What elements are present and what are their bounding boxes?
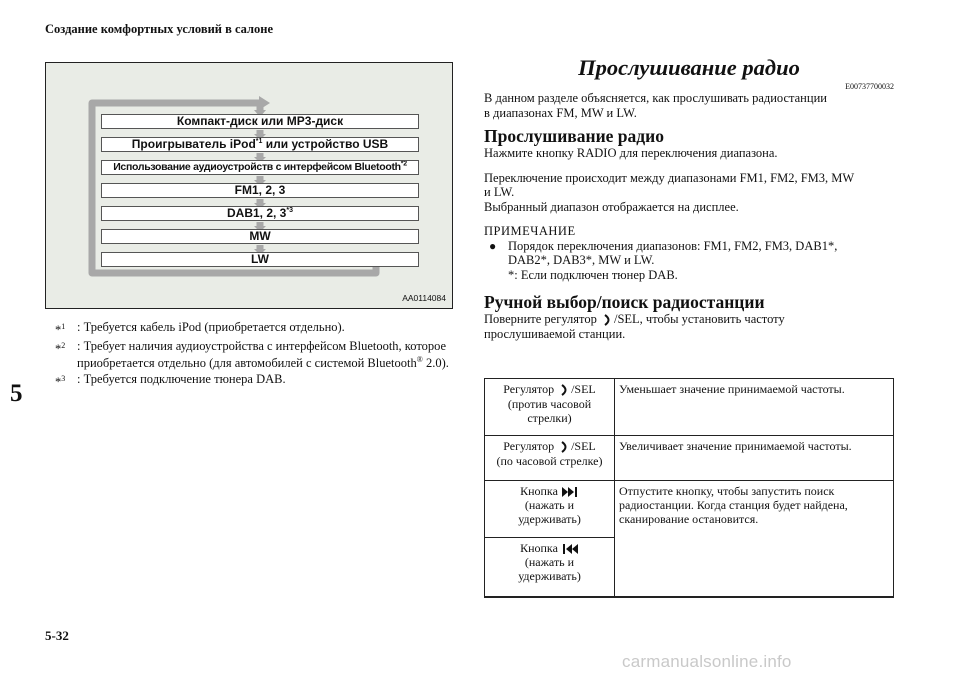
subsection-title-listen: Прослушивание радио bbox=[484, 126, 664, 146]
footnote-3: *$^3$ : Требуется подключение тюнера DAB. bbox=[55, 371, 286, 389]
page-header-title: Создание комфортных условий в салоне bbox=[45, 22, 274, 36]
action-cell: Уменьшает значение принимаемой частоты. bbox=[615, 379, 894, 436]
section-code: E00737700032 bbox=[845, 82, 894, 91]
watermark: carmanualsonline.info bbox=[622, 652, 792, 671]
listen-para-2-line-2: и LW. bbox=[484, 185, 515, 199]
bullet-icon: ● bbox=[489, 238, 497, 253]
manual-para-line-2: прослушиваемой станции. bbox=[484, 327, 626, 342]
listen-para-2-line-1: Переключение происходит между диапазонами FM1, FM2, FM3, MW bbox=[484, 170, 855, 185]
figure-item-lw: LW bbox=[101, 252, 419, 267]
figure-item-bluetooth: Использование аудиоустройств с интерфейсом Bluetooth$^{*2}$ bbox=[101, 160, 419, 175]
control-cell: Кнопка (нажать и удерживать) bbox=[485, 538, 615, 598]
control-cell: Регулятор /SEL (по часовой стрелке) bbox=[485, 436, 615, 481]
listen-para-1: Нажмите кнопку RADIO для переключения диапазона. bbox=[484, 146, 778, 160]
listen-para-3: Выбранный диапазон отображается на дисплее. bbox=[484, 199, 739, 214]
table-row bbox=[485, 379, 894, 436]
seek-back-icon bbox=[561, 543, 579, 555]
action-cell: Отпустите кнопку, чтобы запустить поиск радиостанции. Когда станция будет найдена, сканирование остановится. bbox=[615, 481, 894, 598]
note-bullet: ● Порядок переключения диапазонов: FM1, FM2, FM3, DAB1*, DAB2*, DAB3*, MW и LW. *: Если подключен тюнер DAB. bbox=[484, 239, 894, 283]
footnotes bbox=[55, 320, 450, 390]
figure-item-cd: Компакт-диск или MP3-диск bbox=[101, 114, 419, 129]
tune-knob-icon bbox=[557, 383, 571, 397]
table-row bbox=[485, 436, 894, 481]
section-title: Прослушивание радио bbox=[578, 55, 800, 80]
manual-para-line-1: Поверните регулятор /SEL, чтобы установить частоту bbox=[484, 312, 785, 326]
subsection-title-manual: Ручной выбор/поиск радиостанции bbox=[484, 292, 765, 312]
note-label: ПРИМЕЧАНИЕ bbox=[484, 224, 576, 238]
figure-code: AA0114084 bbox=[402, 293, 446, 303]
tune-knob-icon bbox=[557, 440, 571, 454]
intro-line-2: в диапазонах FM, MW и LW. bbox=[484, 105, 637, 120]
tune-knob-icon bbox=[600, 313, 614, 327]
intro-line-1: В данном разделе объясняется, как прослушивать радиостанции bbox=[484, 91, 827, 105]
figure-item-ipod-usb: Проигрыватель iPod$^{*1}$ или устройство USB bbox=[101, 137, 419, 152]
chapter-tab-number: 5 bbox=[10, 380, 23, 407]
footnote-1: *$^1$ : Требуется кабель iPod (приобретается отдельно). bbox=[55, 320, 345, 338]
band-cycle-figure bbox=[45, 62, 453, 309]
table-row bbox=[485, 481, 894, 538]
radio-section bbox=[484, 55, 894, 342]
figure-item-dab: DAB1, 2, 3$^{*3}$ bbox=[101, 206, 419, 221]
seek-forward-icon bbox=[561, 486, 579, 498]
controls-table bbox=[484, 378, 894, 598]
figure-item-fm: FM1, 2, 3 bbox=[101, 183, 419, 198]
action-cell: Увеличивает значение принимаемой частоты. bbox=[615, 436, 894, 481]
footnote-2: *$^2$ : Требует наличия аудиоустройства с интерфейсом Bluetooth, которое приобретается отдельно (для автомобилей с системой Bluetooth® 2.0). bbox=[55, 338, 449, 371]
control-cell: Кнопка (нажать и удерживать) bbox=[485, 481, 615, 538]
page-number: 5-32 bbox=[45, 628, 69, 643]
figure-item-mw: MW bbox=[101, 229, 419, 244]
control-cell: Регулятор /SEL (против часовой стрелки) bbox=[485, 379, 615, 436]
